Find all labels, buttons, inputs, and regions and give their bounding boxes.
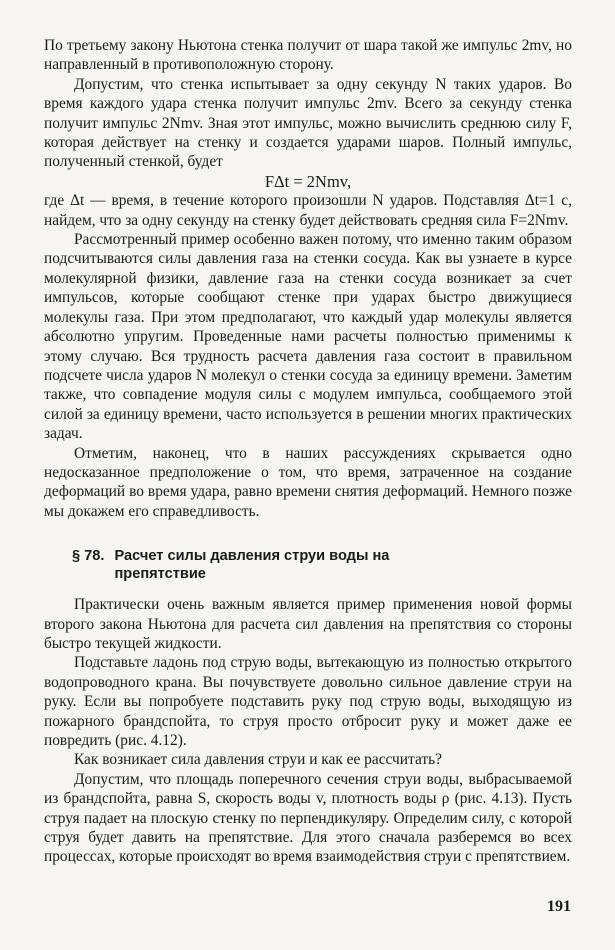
section-title: Расчет силы давления струи воды на препятствие [114,548,390,583]
paragraph-2: Допустим, что стенка испытывает за одну секунду N таких ударов. Во время каждого удара стенка получит импульс 2mv. Всего за секунду стенка получит импульс 2Nmv. Зная этот импульс, можно вычислить среднюю силу F, которая действует на стенку и создается ударами шаров. Полный импульс, полученный стенкой, будет [44,75,572,171]
paragraph-9: Допустим, что площадь поперечного сечения струи воды, выбрасываемой из брандспойта, равна S, скорость воды v, плотность воды ρ (рис. 4.13). Пусть струя падает на плоскую стенку по перпендикуляру. Определим силу, с которой струя будет давить на препятствие. Для этого сначала разберемся во всех процессах, которые происходят во время взаимодействия струи с препятствием. [44,770,572,866]
section-heading [72,547,572,583]
paragraph-3: где Δt — время, в течение которого произошли N ударов. Подставляя Δt=1 с, найдем, что за одну секунду на стенку будет действовать средняя сила F=2Nmv. [44,192,572,229]
paragraph-6: Практически очень важным является пример применения новой формы второго закона Ньютона для расчета сил давления на препятствия со стороны быстро текущей жидкости. [44,596,572,652]
paragraph-5: Отметим, наконец, что в наших рассуждениях скрывается одно недосказанное предположение о том, что время, затраченное на создание деформаций во время удара, равно времени снятия деформаций. Немного позже мы докажем его справедливость. [44,444,572,520]
section-number: § 78. [72,548,105,565]
formula: FΔt = 2Nmv, [264,171,352,191]
paragraph-1: По третьему закону Ньютона стенка получит от шара такой же импульс 2mv, но направленный в противоположную сторону. [44,37,572,74]
paragraph-4: Рассмотренный пример особенно важен потому, что именно таким образом подсчитываются силы давления газа на стенки сосуда. Как вы узнаете в курсе молекулярной физики, давление газа на стенки сосуда возникает за счет импульсов, которые сообщают стенке при ударах быстро движущиеся молекулы газа. При этом предполагают, что каждый удар молекулы является абсолютно упругим. Проведенные нами расчеты полностью применимы к этому случаю. Вся трудность расчета давления газа состоит в правильном подсчете числа ударов N молекул о стенки сосуда за единицу времени. Заметим также, что совпадение модуля силы с модулем импульса, сообщаемого этой силой за единицу времени, часто используется в решении многих практических задач. [44,231,572,443]
paragraph-7: Подставьте ладонь под струю воды, вытекающую из полностью открытого водопроводного крана. Вы почувствуете довольно сильное давление струи на руку. Если вы попробуете подставить руку под струю воды, выходящую из пожарного брандспойта, то струя просто отбросит руку и может даже ее повредить (рис. 4.12). [44,654,572,749]
body-text [44,36,572,867]
page-number: 191 [547,898,571,915]
paragraph-8: Как возникает сила давления струи и как ее рассчитать? [74,751,442,769]
